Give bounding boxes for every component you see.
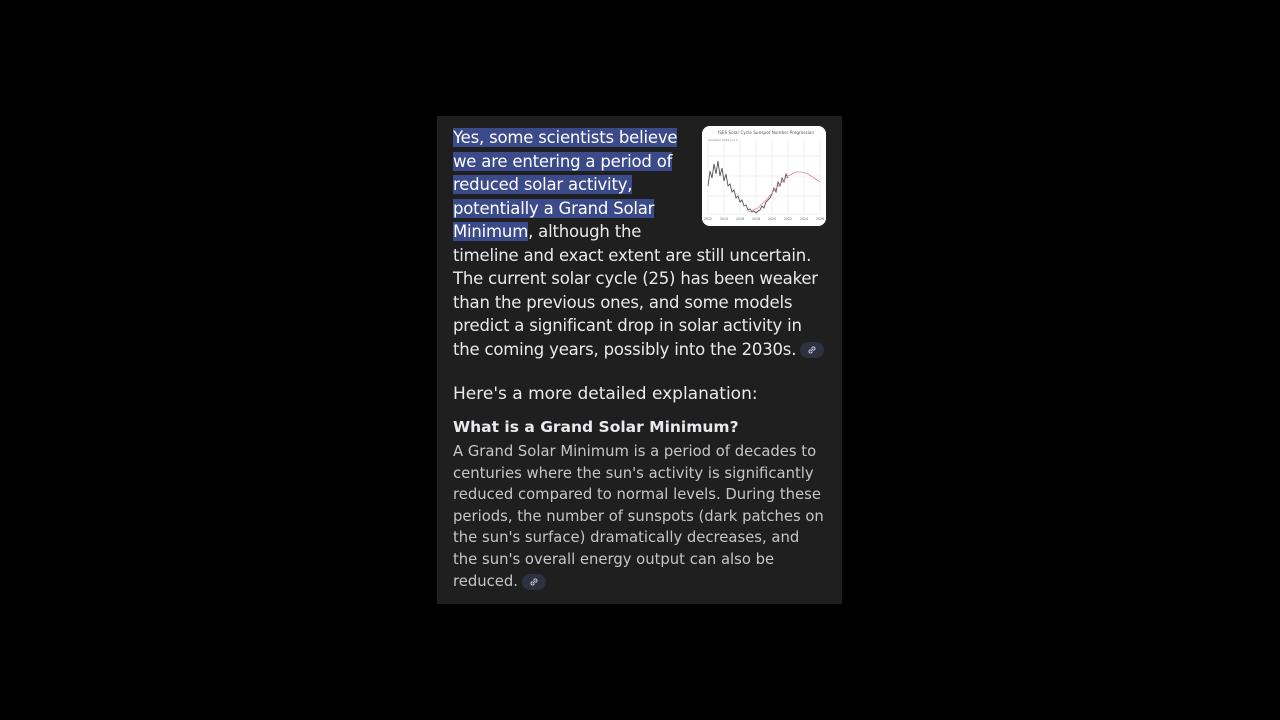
chart-legend: Updated 2025 Jun 2	[708, 138, 738, 142]
svg-text:2016: 2016	[735, 217, 745, 221]
ai-overview-panel	[437, 116, 842, 604]
answer-rest-text: , although the timeline and exact extent are still uncertain. The current solar cycle (25) has been weaker than the previous ones, and some models predict a significant drop in solar activity in the coming years, possibly into the 2030s.	[453, 222, 818, 359]
svg-text:2014: 2014	[719, 217, 729, 221]
highlighted-answer-text: Yes, some scientists believe we are entering a period of reduced solar activity, potentially a Grand Solar Minimum	[453, 128, 678, 241]
chart-title: ISES Solar Cycle Sunspot Number Progression	[717, 130, 815, 135]
svg-text:2026: 2026	[815, 217, 825, 221]
source-link-button[interactable]	[522, 574, 546, 590]
solar-cycle-chart-thumbnail[interactable]	[702, 126, 826, 226]
link-icon	[807, 345, 817, 355]
svg-text:2020: 2020	[767, 217, 777, 221]
grand-solar-minimum-heading: What is a Grand Solar Minimum?	[453, 418, 739, 436]
svg-text:2018: 2018	[751, 217, 761, 221]
source-link-button[interactable]	[800, 342, 824, 358]
svg-text:2024: 2024	[799, 217, 809, 221]
grand-solar-minimum-body: A Grand Solar Minimum is a period of decades to centuries where the sun's activity is significantly reduced compared to normal levels. During these periods, the number of sunspots (dark patches on the sun's surface) dramatically decreases, and the sun's overall energy output can also be reduced.	[453, 443, 824, 590]
svg-text:2022: 2022	[783, 217, 793, 221]
explanation-heading: Here's a more detailed explanation:	[453, 384, 758, 404]
svg-text:2012: 2012	[703, 217, 713, 221]
solar-cycle-chart	[702, 126, 826, 226]
link-icon	[529, 577, 539, 587]
